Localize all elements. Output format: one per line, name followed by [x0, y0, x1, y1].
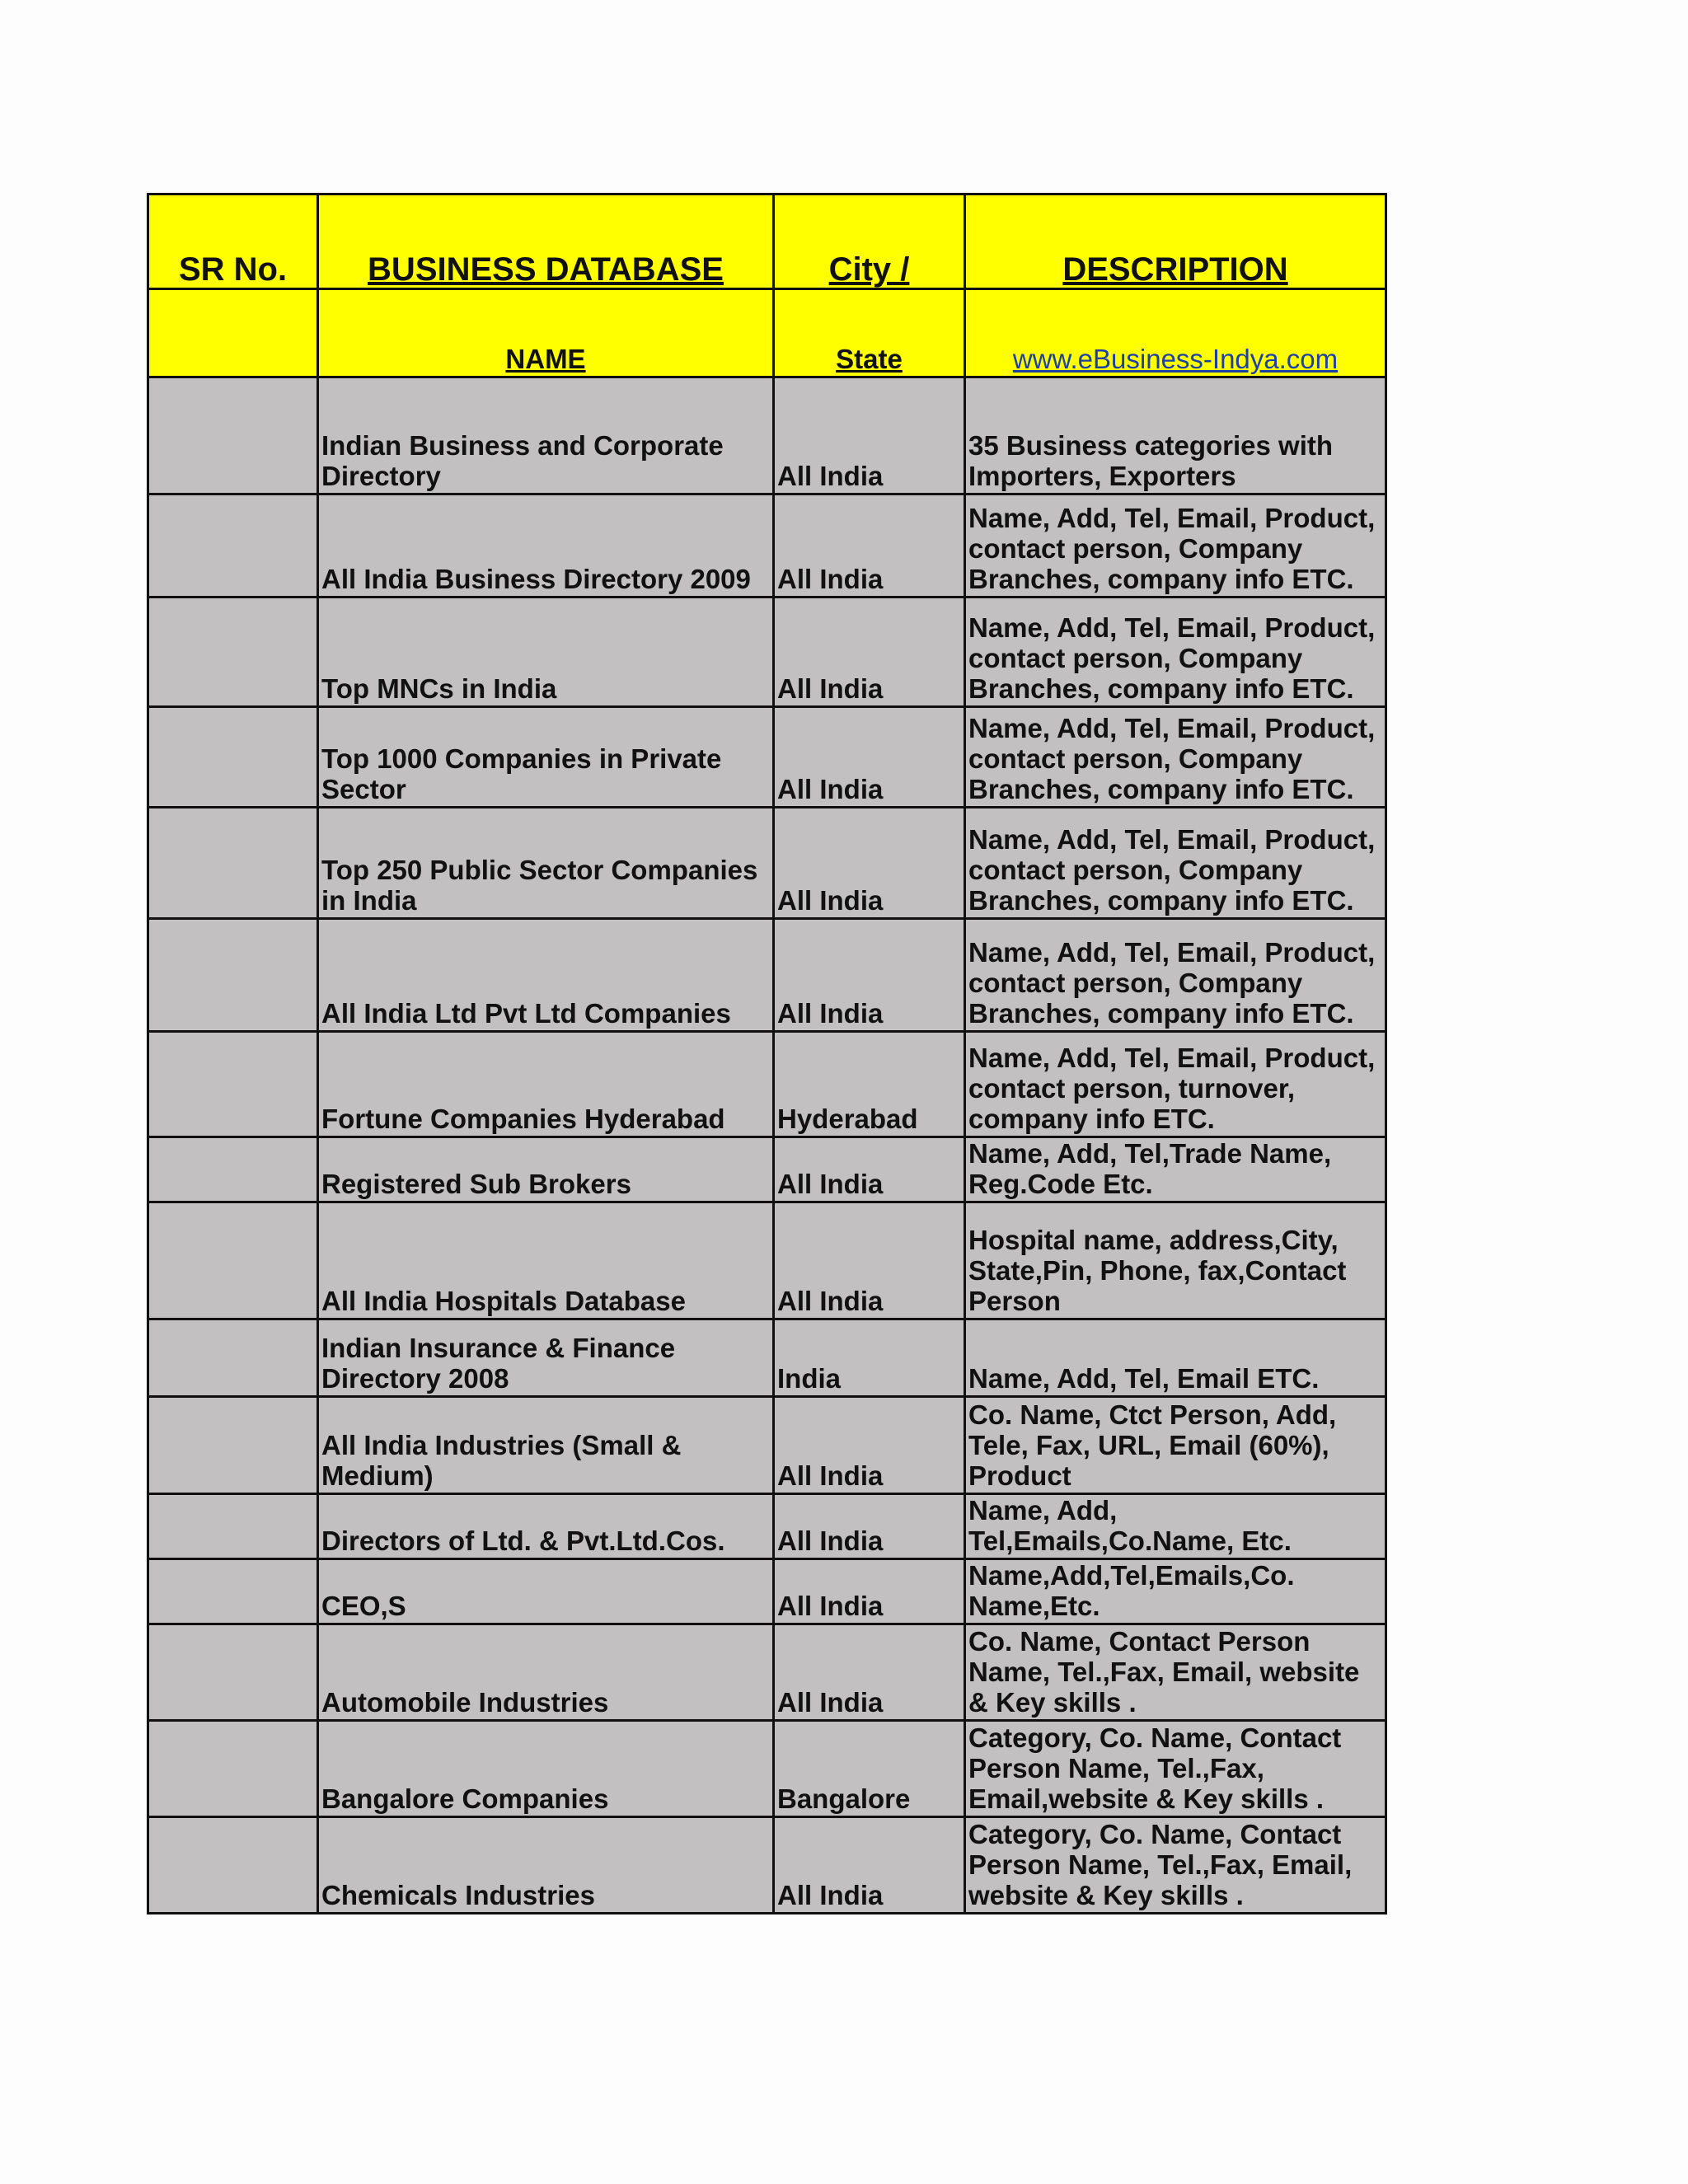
business-database-table — [147, 193, 1387, 1915]
city-state-cell — [774, 1202, 965, 1319]
database-name-cell — [318, 1624, 774, 1721]
city-state-cell-text: All India — [777, 774, 884, 804]
sr-no-cell — [148, 494, 318, 598]
description-cell-text: Co. Name, Contact Person Name, Tel.,Fax, Email, website & Key skills . — [968, 1626, 1360, 1718]
city-state-cell-text: All India — [777, 461, 884, 491]
city-state-cell-text: All India — [777, 1286, 884, 1316]
description-cell-text: Name, Add, Tel, Email ETC. — [968, 1363, 1320, 1394]
description-cell — [965, 1559, 1386, 1624]
city-state-cell — [774, 1494, 965, 1559]
city-state-cell-text: All India — [777, 1591, 884, 1621]
description-cell-text: Category, Co. Name, Contact Person Name, Tel.,Fax, Email,website & Key skills . — [968, 1722, 1342, 1814]
database-name-cell — [318, 707, 774, 808]
sr-no-cell — [148, 1397, 318, 1494]
database-name-cell-text: Top MNCs in India — [321, 673, 557, 704]
table-row — [148, 377, 1386, 494]
description-cell — [965, 1494, 1386, 1559]
city-state-cell — [774, 1137, 965, 1202]
database-name-cell-text: Top 1000 Companies in Private Sector — [321, 743, 722, 804]
database-name-cell-text: Bangalore Companies — [321, 1783, 609, 1814]
city-state-cell-text: All India — [777, 673, 884, 704]
database-name-cell — [318, 1319, 774, 1397]
header-row-bottom — [148, 289, 1386, 377]
city-state-cell — [774, 808, 965, 919]
table-row — [148, 808, 1386, 919]
sr-no-cell — [148, 1032, 318, 1137]
description-cell-text: 35 Business categories with Importers, Exporters — [968, 430, 1334, 491]
table-row — [148, 707, 1386, 808]
sr-no-cell — [148, 1494, 318, 1559]
city-state-cell — [774, 1397, 965, 1494]
city-state-cell-text: All India — [777, 1687, 884, 1718]
table-row — [148, 919, 1386, 1032]
city-state-cell-text: All India — [777, 1460, 884, 1491]
database-name-cell-text: Indian Insurance & Finance Directory 2008 — [321, 1333, 676, 1394]
database-name-cell-text: Automobile Industries — [321, 1687, 609, 1718]
table-row — [148, 1319, 1386, 1397]
database-name-cell-text: All India Hospitals Database — [321, 1286, 686, 1316]
description-cell — [965, 377, 1386, 494]
sr-no-header: SR No. — [148, 194, 318, 289]
database-name-cell — [318, 1559, 774, 1624]
description-cell — [965, 1817, 1386, 1914]
database-name-cell — [318, 1721, 774, 1817]
city-state-cell-text: India — [777, 1363, 842, 1394]
database-name-cell-text: Top 250 Public Sector Companies in India — [321, 855, 758, 916]
table-row — [148, 494, 1386, 598]
description-cell — [965, 1721, 1386, 1817]
sr-no-cell — [148, 377, 318, 494]
name-header-top: BUSINESS DATABASE — [318, 194, 774, 289]
sr-no-cell — [148, 808, 318, 919]
description-cell-text: Category, Co. Name, Contact Person Name, Tel.,Fax, Email, website & Key skills . — [968, 1819, 1353, 1910]
city-state-cell — [774, 1559, 965, 1624]
city-state-cell-text: All India — [777, 564, 884, 594]
city-header-top: City / — [774, 194, 965, 289]
table-row — [148, 1032, 1386, 1137]
database-name-cell-text: Directors of Ltd. & Pvt.Ltd.Cos. — [321, 1526, 725, 1556]
website-link[interactable]: www.eBusiness-Indya.com — [1012, 344, 1339, 374]
description-cell-text: Name, Add, Tel, Email, Product, contact person, Company Branches, company info ETC. — [968, 824, 1376, 916]
database-name-cell — [318, 1397, 774, 1494]
name-header-bottom: NAME — [318, 289, 774, 377]
description-cell-text: Name, Add, Tel, Email, Product, contact person, Company Branches, company info ETC. — [968, 612, 1376, 704]
database-name-cell — [318, 377, 774, 494]
database-name-cell-text: Registered Sub Brokers — [321, 1169, 631, 1199]
database-name-cell — [318, 1137, 774, 1202]
city-state-cell — [774, 377, 965, 494]
description-cell — [965, 1624, 1386, 1721]
table-row — [148, 1817, 1386, 1914]
database-name-cell — [318, 1202, 774, 1319]
sr-no-cell — [148, 707, 318, 808]
description-cell-text: Hospital name, address,City, State,Pin, Phone, fax,Contact Person — [968, 1225, 1347, 1316]
database-name-cell — [318, 1494, 774, 1559]
database-name-cell-text: All India Business Directory 2009 — [321, 564, 751, 594]
sr-no-cell — [148, 1319, 318, 1397]
city-state-cell-text: All India — [777, 1169, 884, 1199]
city-state-cell — [774, 598, 965, 707]
database-name-cell — [318, 808, 774, 919]
table-row — [148, 598, 1386, 707]
table-row — [148, 1559, 1386, 1624]
database-name-cell — [318, 494, 774, 598]
city-state-cell-text: All India — [777, 1526, 884, 1556]
database-name-cell-text: Fortune Companies Hyderabad — [321, 1104, 725, 1134]
description-cell — [965, 1202, 1386, 1319]
city-state-cell — [774, 494, 965, 598]
sr-no-cell — [148, 1137, 318, 1202]
database-name-cell — [318, 1817, 774, 1914]
sr-no-header-blank — [148, 289, 318, 377]
city-state-cell — [774, 1817, 965, 1914]
sr-no-cell — [148, 1624, 318, 1721]
city-state-cell — [774, 1721, 965, 1817]
state-header-bottom: State — [774, 289, 965, 377]
sr-no-cell — [148, 1721, 318, 1817]
sr-no-cell — [148, 598, 318, 707]
sr-no-cell — [148, 1817, 318, 1914]
description-cell — [965, 1397, 1386, 1494]
database-name-cell-text: CEO,S — [321, 1591, 406, 1621]
description-cell — [965, 598, 1386, 707]
description-cell-text: Name,Add,Tel,Emails,Co. Name,Etc. — [968, 1560, 1295, 1621]
database-name-cell — [318, 598, 774, 707]
description-cell — [965, 1137, 1386, 1202]
database-name-cell — [318, 1032, 774, 1137]
sr-no-cell — [148, 1559, 318, 1624]
city-state-cell — [774, 1624, 965, 1721]
description-cell — [965, 707, 1386, 808]
database-name-cell-text: All India Ltd Pvt Ltd Companies — [321, 998, 731, 1029]
description-cell-text: Name, Add, Tel, Email, Product, contact person, Company Branches, company info ETC. — [968, 713, 1376, 804]
sr-no-cell — [148, 919, 318, 1032]
database-name-cell — [318, 919, 774, 1032]
description-header-top: DESCRIPTION — [965, 194, 1386, 289]
table-row — [148, 1397, 1386, 1494]
description-cell-text: Name, Add, Tel, Email, Product, contact person, turnover, company info ETC. — [968, 1043, 1376, 1134]
description-cell-text: Name, Add, Tel, Email, Product, contact person, Company Branches, company info ETC. — [968, 503, 1376, 594]
database-name-cell-text: All India Industries (Small & Medium) — [321, 1430, 682, 1491]
table-row — [148, 1624, 1386, 1721]
city-state-cell-text: All India — [777, 885, 884, 916]
city-state-cell-text: Hyderabad — [777, 1104, 918, 1134]
city-state-cell-text: Bangalore — [777, 1783, 911, 1814]
description-cell-text: Name, Add, Tel,Trade Name, Reg.Code Etc. — [968, 1138, 1332, 1199]
website-link-cell[interactable] — [965, 289, 1386, 377]
description-cell — [965, 808, 1386, 919]
description-cell — [965, 1032, 1386, 1137]
city-state-cell-text: All India — [777, 1880, 884, 1910]
header-row-top — [148, 194, 1386, 289]
table-row — [148, 1137, 1386, 1202]
database-name-cell-text: Indian Business and Corporate Directory — [321, 430, 724, 491]
table-row — [148, 1494, 1386, 1559]
description-cell-text: Name, Add, Tel,Emails,Co.Name, Etc. — [968, 1495, 1292, 1556]
sr-no-cell — [148, 1202, 318, 1319]
city-state-cell-text: All India — [777, 998, 884, 1029]
city-state-cell — [774, 1032, 965, 1137]
description-cell-text: Name, Add, Tel, Email, Product, contact person, Company Branches, company info ETC. — [968, 937, 1376, 1029]
city-state-cell — [774, 707, 965, 808]
table-row — [148, 1202, 1386, 1319]
city-state-cell — [774, 1319, 965, 1397]
table-row — [148, 1721, 1386, 1817]
description-cell-text: Co. Name, Ctct Person, Add, Tele, Fax, URL, Email (60%), Product — [968, 1399, 1337, 1491]
description-cell — [965, 1319, 1386, 1397]
description-cell — [965, 494, 1386, 598]
description-cell — [965, 919, 1386, 1032]
city-state-cell — [774, 919, 965, 1032]
database-name-cell-text: Chemicals Industries — [321, 1880, 595, 1910]
